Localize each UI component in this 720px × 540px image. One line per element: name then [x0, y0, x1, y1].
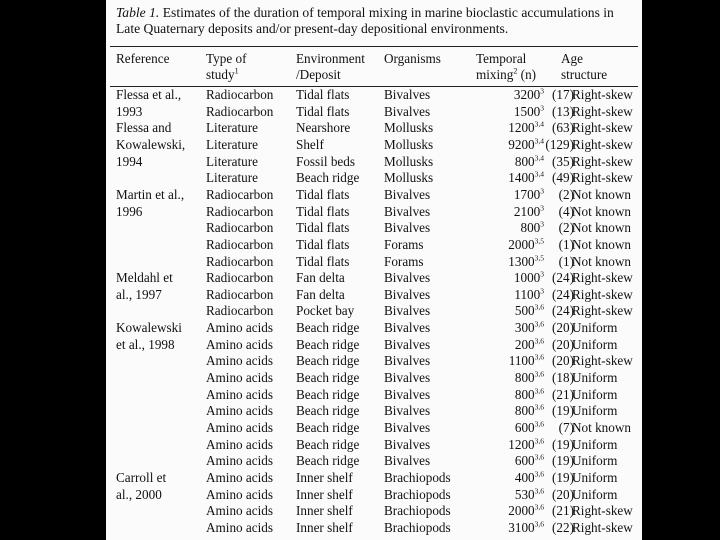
study-type-cell: Literature	[206, 153, 258, 169]
mixing-footnote: 3,4	[534, 136, 544, 146]
environment-cell: Tidal flats	[296, 103, 350, 119]
mixing-value: 1500	[513, 103, 541, 119]
age-structure-cell: Right-skew	[572, 87, 633, 102]
sample-count-cell: (21)	[552, 503, 574, 519]
sample-count-cell: (7)	[558, 420, 574, 435]
mixing-cell	[472, 254, 544, 270]
environment-cell: Beach ridge	[296, 320, 360, 336]
age-structure-cell: Uniform	[572, 370, 618, 386]
organisms-cell: Bivalves	[384, 353, 431, 369]
table-row	[106, 187, 642, 203]
mixing-cell	[472, 204, 544, 220]
sample-count-cell: (1)	[558, 253, 574, 269]
organisms-cell: Mollusks	[384, 120, 434, 136]
mixing-cell	[472, 320, 544, 336]
organisms-cell: Mollusks	[384, 170, 434, 186]
age-structure-cell: Uniform	[572, 320, 618, 336]
table-row	[106, 270, 642, 286]
mixing-footnote: 3,6	[534, 436, 544, 446]
reference-cell: Martin et al.,	[116, 186, 185, 202]
mixing-cell	[472, 220, 544, 236]
mixing-value: 1400	[508, 170, 535, 186]
environment-cell: Tidal flats	[296, 220, 350, 236]
table-row	[106, 337, 642, 353]
mixing-footnote: 3	[540, 203, 544, 213]
mixing-cell	[472, 187, 544, 203]
table-row	[106, 470, 642, 486]
organisms-cell: Bivalves	[384, 203, 431, 219]
sample-count-cell: (1)	[558, 236, 574, 252]
mixing-value: 3100	[508, 519, 535, 535]
mixing-value: 300	[514, 320, 535, 336]
table-row	[106, 170, 642, 186]
organisms-cell: Brachiopods	[384, 469, 451, 485]
organisms-cell: Bivalves	[384, 386, 431, 402]
environment-cell: Tidal flats	[296, 236, 350, 252]
table-row	[106, 387, 642, 403]
table-row	[106, 154, 642, 170]
mixing-footnote: 3,4	[534, 119, 544, 129]
age-structure-cell: Right-skew	[572, 503, 633, 519]
age-structure-cell: Right-skew	[572, 353, 633, 369]
top-rule	[110, 46, 638, 47]
mixing-cell	[472, 270, 544, 286]
mixing-value: 2000	[508, 503, 535, 519]
mixing-cell	[472, 503, 544, 519]
table-row	[106, 370, 642, 386]
mixing-value: 800	[514, 370, 535, 386]
table-row	[106, 87, 642, 103]
environment-cell: Tidal flats	[296, 87, 350, 102]
study-type-cell: Radiocarbon	[206, 270, 274, 286]
study-type-cell: Amino acids	[206, 370, 274, 386]
mixing-footnote: 3,5	[534, 253, 544, 263]
mixing-value: 800	[514, 153, 535, 169]
organisms-cell: Mollusks	[384, 136, 434, 152]
age-structure-cell: Right-skew	[572, 153, 633, 169]
reference-cell: Carroll et	[116, 469, 167, 485]
age-structure-cell: Uniform	[572, 486, 618, 502]
study-type-cell: Radiocarbon	[206, 253, 274, 269]
age-structure-cell: Right-skew	[572, 270, 633, 286]
table-row	[106, 420, 642, 436]
organisms-cell: Bivalves	[384, 453, 431, 469]
header-mixing: Temporal mixing$^2$ (n)	[476, 51, 537, 83]
organisms-cell: Forams	[384, 236, 424, 252]
mixing-value: 1100	[514, 286, 541, 302]
age-structure-cell: Right-skew	[572, 120, 633, 136]
mixing-footnote: 3,6	[534, 402, 544, 412]
organisms-cell: Bivalves	[384, 370, 431, 386]
table-row	[106, 487, 642, 503]
mixing-footnote: 3,5	[534, 236, 544, 246]
organisms-cell: Bivalves	[384, 270, 431, 286]
study-type-cell: Amino acids	[206, 336, 274, 352]
sample-count-cell: (4)	[558, 203, 574, 219]
environment-cell: Beach ridge	[296, 370, 360, 386]
mixing-value: 1100	[508, 353, 535, 369]
mixing-cell	[472, 137, 544, 153]
environment-cell: Tidal flats	[296, 203, 350, 219]
study-type-cell: Radiocarbon	[206, 186, 274, 202]
mixing-footnote: 3	[540, 103, 544, 113]
study-type-cell: Radiocarbon	[206, 203, 274, 219]
mixing-footnote: 3,6	[534, 469, 544, 479]
age-structure-cell: Uniform	[572, 453, 618, 469]
sample-count-cell: (24)	[552, 270, 574, 286]
table-row	[106, 403, 642, 419]
age-structure-cell: Uniform	[572, 403, 618, 419]
mixing-cell	[472, 487, 544, 503]
mixing-footnote: 3,6	[534, 369, 544, 379]
mixing-value: 3200	[513, 87, 541, 102]
study-type-cell: Amino acids	[206, 353, 274, 369]
organisms-cell: Bivalves	[384, 320, 431, 336]
mixing-cell	[472, 370, 544, 386]
mixing-value: 2000	[508, 236, 535, 252]
mixing-cell	[472, 120, 544, 136]
mixing-footnote: 3,6	[534, 452, 544, 462]
mixing-cell	[472, 520, 544, 536]
study-type-cell: Amino acids	[206, 469, 274, 485]
age-structure-cell: Right-skew	[572, 519, 633, 535]
mixing-footnote: 3,6	[534, 486, 544, 496]
environment-cell: Beach ridge	[296, 403, 360, 419]
document-page	[106, 0, 642, 540]
environment-cell: Beach ridge	[296, 453, 360, 469]
environment-cell: Beach ridge	[296, 170, 360, 186]
sample-count-cell: (17)	[552, 87, 574, 102]
mixing-cell	[472, 237, 544, 253]
table-row	[106, 287, 642, 303]
table-row	[106, 437, 642, 453]
mixing-value: 9200	[508, 136, 535, 152]
mixing-value: 530	[514, 486, 535, 502]
organisms-cell: Brachiopods	[384, 503, 451, 519]
mixing-value: 800	[514, 386, 535, 402]
sample-count-cell: (2)	[558, 186, 574, 202]
study-type-cell: Radiocarbon	[206, 286, 274, 302]
mixing-footnote: 3,6	[534, 419, 544, 429]
age-structure-cell: Right-skew	[572, 303, 633, 319]
sample-count-cell: (19)	[552, 469, 574, 485]
caption-text: Estimates of the duration of temporal mixing in marine bioclastic accumulations in Late Quaternary deposits and/or present-day depositional environments.	[116, 5, 614, 36]
mixing-cell	[472, 353, 544, 369]
reference-cell: 1996	[116, 203, 143, 219]
reference-cell: et al., 1998	[116, 336, 175, 352]
mixing-value: 800	[520, 220, 541, 236]
organisms-cell: Bivalves	[384, 103, 431, 119]
reference-cell: 1993	[116, 103, 143, 119]
mixing-value: 1700	[513, 186, 541, 202]
reference-cell: Flessa et al.,	[116, 87, 182, 102]
study-type-cell: Radiocarbon	[206, 87, 274, 102]
age-structure-cell: Right-skew	[572, 136, 633, 152]
organisms-cell: Bivalves	[384, 336, 431, 352]
mixing-value: 1000	[513, 270, 541, 286]
reference-cell: 1994	[116, 153, 143, 169]
study-type-cell: Amino acids	[206, 519, 274, 535]
mixing-value: 1300	[508, 253, 535, 269]
table-row	[106, 303, 642, 319]
study-type-cell: Amino acids	[206, 386, 274, 402]
header-age-structure: Age structure	[561, 51, 608, 83]
table-caption	[116, 5, 638, 37]
age-structure-cell: Not known	[572, 236, 631, 252]
environment-cell: Beach ridge	[296, 436, 360, 452]
table-row	[106, 204, 642, 220]
header-reference: Reference	[116, 51, 170, 66]
organisms-cell: Forams	[384, 253, 424, 269]
organisms-cell: Bivalves	[384, 87, 431, 102]
mixing-value: 400	[514, 469, 535, 485]
mixing-footnote: 3,6	[534, 303, 544, 313]
organisms-cell: Mollusks	[384, 153, 434, 169]
mixing-footnote: 3,4	[534, 153, 544, 163]
study-type-cell: Amino acids	[206, 436, 274, 452]
age-structure-cell: Not known	[572, 220, 631, 236]
mixing-footnote: 3,6	[534, 319, 544, 329]
study-type-cell: Radiocarbon	[206, 103, 274, 119]
study-type-cell: Amino acids	[206, 486, 274, 502]
mixing-cell	[472, 303, 544, 319]
sample-count-cell: (20)	[552, 336, 574, 352]
organisms-cell: Bivalves	[384, 286, 431, 302]
mixing-cell	[472, 287, 544, 303]
reference-cell: al., 1997	[116, 286, 162, 302]
environment-cell: Inner shelf	[296, 519, 353, 535]
environment-cell: Beach ridge	[296, 386, 360, 402]
mixing-footnote: 3	[540, 286, 544, 296]
mixing-footnote: 3	[540, 219, 544, 229]
mixing-cell	[472, 437, 544, 453]
age-structure-cell: Not known	[572, 186, 631, 202]
age-structure-cell: Not known	[572, 253, 631, 269]
environment-cell: Beach ridge	[296, 336, 360, 352]
sample-count-cell: (35)	[552, 153, 574, 169]
mixing-cell	[472, 87, 544, 103]
sample-count-cell: (20)	[552, 486, 574, 502]
sample-count-cell: (19)	[552, 453, 574, 469]
mixing-value: 800	[514, 403, 535, 419]
age-structure-cell: Not known	[572, 420, 631, 435]
reference-cell: Kowalewski,	[116, 136, 186, 152]
organisms-cell: Bivalves	[384, 403, 431, 419]
sample-count-cell: (22)	[552, 519, 574, 535]
mixing-cell	[472, 453, 544, 469]
table-row	[106, 120, 642, 136]
sample-count-cell: (24)	[552, 286, 574, 302]
organisms-cell: Bivalves	[384, 303, 431, 319]
mixing-cell	[472, 403, 544, 419]
reference-cell: Kowalewski	[116, 320, 182, 336]
header-environment: Environment /Deposit	[296, 51, 365, 83]
table-row	[106, 520, 642, 536]
environment-cell: Fan delta	[296, 286, 345, 302]
study-type-cell: Amino acids	[206, 320, 274, 336]
environment-cell: Shelf	[296, 136, 324, 152]
study-type-cell: Radiocarbon	[206, 236, 274, 252]
sample-count-cell: (24)	[552, 303, 574, 319]
mixing-footnote: 3	[540, 86, 544, 96]
mixing-footnote: 3,6	[534, 353, 544, 362]
mixing-value: 600	[514, 453, 535, 469]
age-structure-cell: Right-skew	[572, 103, 633, 119]
table-row	[106, 237, 642, 253]
reference-cell: al., 2000	[116, 486, 162, 502]
environment-cell: Inner shelf	[296, 486, 353, 502]
organisms-cell: Bivalves	[384, 220, 431, 236]
mixing-footnote: 3	[540, 269, 544, 279]
environment-cell: Tidal flats	[296, 186, 350, 202]
organisms-cell: Brachiopods	[384, 519, 451, 535]
age-structure-cell: Right-skew	[572, 170, 633, 186]
mixing-cell	[472, 104, 544, 120]
study-type-cell: Literature	[206, 136, 258, 152]
study-type-cell: Amino acids	[206, 503, 274, 519]
study-type-cell: Amino acids	[206, 403, 274, 419]
sample-count-cell: (13)	[552, 103, 574, 119]
table-row	[106, 254, 642, 270]
table-row	[106, 104, 642, 120]
mixing-value: 500	[514, 303, 535, 319]
reference-cell: Flessa and	[116, 120, 172, 136]
table-row	[106, 137, 642, 153]
sample-count-cell: (129)	[545, 136, 574, 152]
organisms-cell: Brachiopods	[384, 486, 451, 502]
sample-count-cell: (20)	[552, 320, 574, 336]
mixing-value: 200	[514, 336, 535, 352]
mixing-cell	[472, 337, 544, 353]
environment-cell: Tidal flats	[296, 253, 350, 269]
mixing-value: 1200	[508, 436, 535, 452]
mixing-value: 1200	[508, 120, 535, 136]
sample-count-cell: (2)	[558, 220, 574, 236]
environment-cell: Fossil beds	[296, 153, 355, 169]
organisms-cell: Bivalves	[384, 420, 431, 435]
header-type: Type of study$^1$	[206, 51, 247, 83]
mixing-footnote: 3,6	[534, 502, 544, 512]
study-type-cell: Radiocarbon	[206, 220, 274, 236]
mixing-value: 600	[514, 420, 535, 435]
caption-label: Table 1.	[116, 5, 160, 20]
mixing-cell	[472, 470, 544, 486]
study-type-cell: Amino acids	[206, 453, 274, 469]
sample-count-cell: (21)	[552, 386, 574, 402]
sample-count-cell: (19)	[552, 403, 574, 419]
reference-cell: Meldahl et	[116, 270, 173, 286]
mixing-footnote: 3,6	[534, 336, 544, 346]
table-row	[106, 503, 642, 519]
mixing-footnote: 3	[540, 186, 544, 196]
mixing-value: 2100	[513, 203, 541, 219]
mixing-footnote: 3,6	[534, 519, 544, 529]
age-structure-cell: Uniform	[572, 386, 618, 402]
organisms-cell: Bivalves	[384, 436, 431, 452]
table-row	[106, 353, 642, 369]
study-type-cell: Literature	[206, 120, 258, 136]
organisms-cell: Bivalves	[384, 186, 431, 202]
sample-count-cell: (19)	[552, 436, 574, 452]
mixing-cell	[472, 170, 544, 186]
header-organisms: Organisms	[384, 51, 441, 66]
mixing-footnote: 3,4	[534, 169, 544, 179]
table-row	[106, 320, 642, 336]
environment-cell: Pocket bay	[296, 303, 355, 319]
mixing-cell	[472, 420, 544, 436]
environment-cell: Inner shelf	[296, 503, 353, 519]
age-structure-cell: Not known	[572, 203, 631, 219]
sample-count-cell: (20)	[552, 353, 574, 369]
age-structure-cell: Uniform	[572, 469, 618, 485]
table-row	[106, 453, 642, 469]
age-structure-cell: Right-skew	[572, 286, 633, 302]
sample-count-cell: (63)	[552, 120, 574, 136]
age-structure-cell: Uniform	[572, 436, 618, 452]
age-structure-cell: Uniform	[572, 336, 618, 352]
mixing-cell	[472, 154, 544, 170]
mixing-cell	[472, 387, 544, 403]
study-type-cell: Literature	[206, 170, 258, 186]
environment-cell: Fan delta	[296, 270, 345, 286]
environment-cell: Nearshore	[296, 120, 351, 136]
environment-cell: Beach ridge	[296, 353, 360, 369]
sample-count-cell: (18)	[552, 370, 574, 386]
mixing-footnote: 3,6	[534, 386, 544, 396]
sample-count-cell: (49)	[552, 170, 574, 186]
study-type-cell: Radiocarbon	[206, 303, 274, 319]
table-row	[106, 220, 642, 236]
environment-cell: Inner shelf	[296, 469, 353, 485]
environment-cell: Beach ridge	[296, 420, 360, 435]
study-type-cell: Amino acids	[206, 420, 274, 435]
